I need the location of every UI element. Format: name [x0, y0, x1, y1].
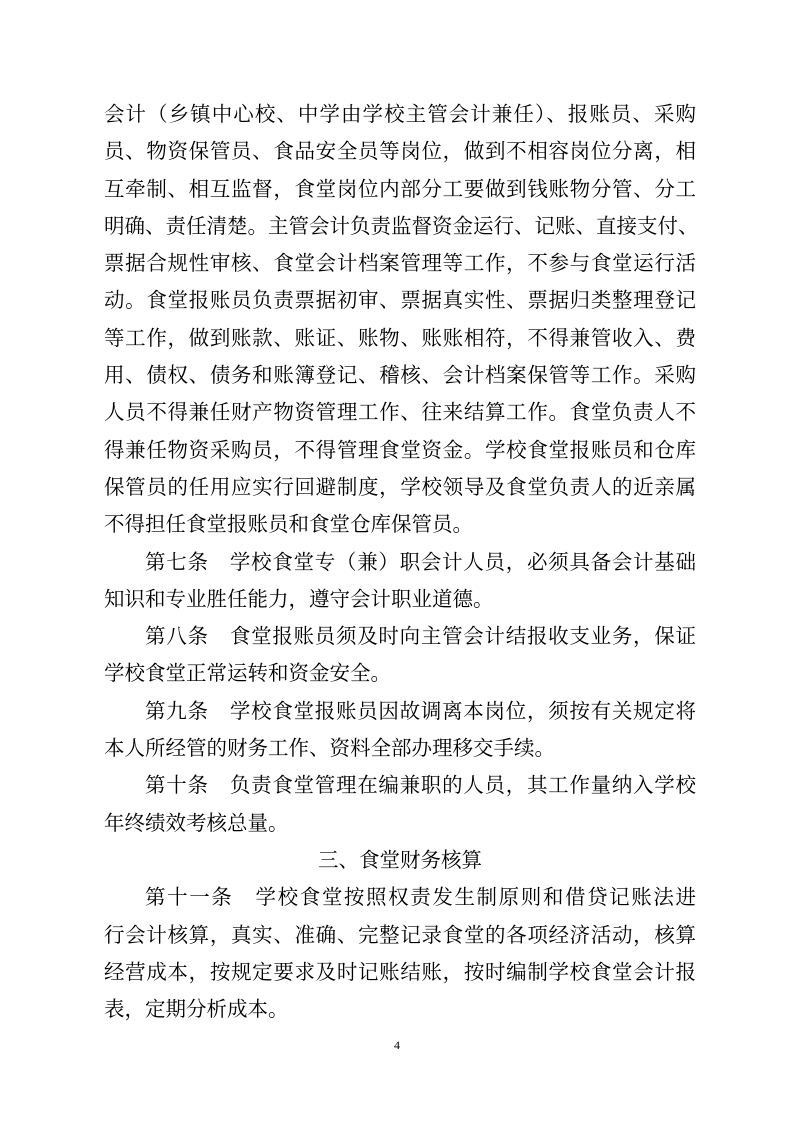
paragraph-roles-continued [104, 96, 699, 544]
text-line: 第十条 负责食堂管理在编兼职的人员，其工作量纳入学校 [145, 773, 696, 798]
paragraph-article-11 [104, 879, 696, 1028]
paragraph-article-8 [104, 618, 696, 693]
page-number: 4 [394, 1038, 400, 1052]
text-line: 互牵制、相互监督，食堂岗位内部分工要做到钱账物分管、分工 [104, 176, 696, 201]
text-line: 第十一条 学校食堂按照权责发生制原则和借贷记账法进 [145, 885, 696, 910]
text-line: 人员不得兼任财产物资管理工作、往来结算工作。食堂负责人不 [104, 400, 696, 425]
text-line: 得兼任物资采购员，不得管理食堂资金。学校食堂报账员和仓库 [104, 437, 696, 462]
paragraph-article-10 [104, 767, 696, 842]
section-heading: 三、食堂财务核算 [318, 847, 482, 872]
text-line: 会计（乡镇中心校、中学由学校主管会计兼任）、报账员、采购 [104, 102, 696, 126]
text-line: 年终绩效考核总量。 [104, 810, 289, 835]
text-line: 行会计核算，真实、准确、完整记录食堂的各项经济活动，核算 [104, 922, 696, 947]
text-line: 不得担任食堂报账员和食堂仓库保管员。 [104, 512, 473, 537]
text-line: 本人所经管的财务工作、资料全部办理移交手续。 [104, 736, 555, 761]
text-line: 动。食堂报账员负责票据初审、票据真实性、票据归类整理登记 [104, 288, 696, 313]
text-line: 经营成本，按规定要求及时记账结账，按时编制学校食堂会计报 [104, 959, 696, 984]
text-line: 第八条 食堂报账员须及时向主管会计结报收支业务，保证 [145, 624, 696, 649]
document-body [104, 96, 699, 1028]
text-line: 第九条 学校食堂报账员因故调离本岗位，须按有关规定将 [145, 698, 696, 723]
paragraph-article-7 [104, 544, 696, 619]
text-line: 用、债权、债务和账簿登记、稽核、会计档案保管等工作。采购 [104, 363, 696, 388]
text-line: 知识和专业胜任能力，遵守会计职业道德。 [104, 586, 494, 611]
text-line: 员、物资保管员、食品安全员等岗位，做到不相容岗位分离，相 [104, 139, 696, 164]
text-line: 明确、责任清楚。主管会计负责监督资金运行、记账、直接支付、 [104, 213, 699, 238]
paragraph-article-9 [104, 693, 696, 768]
text-line: 表，定期分析成本。 [104, 997, 289, 1022]
text-line: 第七条 学校食堂专（兼）职会计人员，必须具备会计基础 [145, 549, 696, 574]
text-line: 学校食堂正常运转和资金安全。 [104, 661, 391, 686]
text-line: 票据合规性审核、食堂会计档案管理等工作，不参与食堂运行活 [104, 251, 696, 276]
text-line: 保管员的任用应实行回避制度，学校领导及食堂负责人的近亲属 [104, 474, 696, 499]
text-line: 等工作，做到账款、账证、账物、账账相符，不得兼管收入、费 [104, 325, 696, 350]
